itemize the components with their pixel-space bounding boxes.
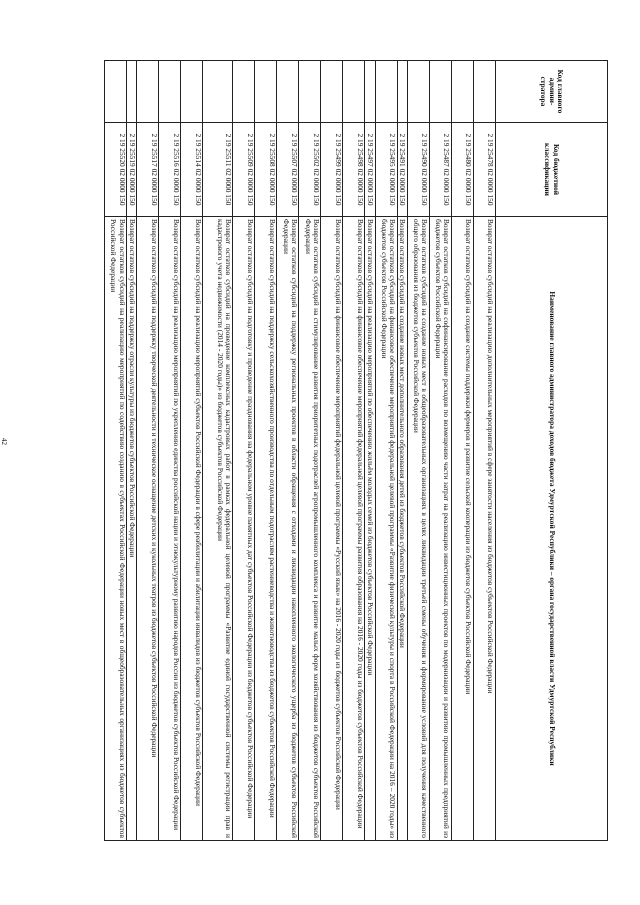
revenue-name-cell: Возврат остатков субсидий на поддержку отрасли культуры из бюджетов субъектов Российской Федерации bbox=[127, 217, 137, 841]
revenue-name-cell: Возврат остатков субсидий на софинансирование расходов по возмещению части затрат на реализацию инвестиционных проектов по модернизации и развитию промышленных предприятий из бюджетов субъектов Российской Федерации bbox=[430, 217, 452, 841]
table-row bbox=[159, 61, 181, 841]
budget-code-cell: 2 19 25508 02 0000 150 bbox=[255, 123, 277, 217]
budget-code-cell: 2 19 25502 02 0000 150 bbox=[299, 123, 321, 217]
budget-code-cell: 2 19 25514 02 0000 150 bbox=[181, 123, 203, 217]
revenue-name-cell: Возврат остатков субсидий на стимулирование развития приоритетных подотраслей агропромышленного комплекса и развитие малых форм хозяйствования из бюджетов субъектов Российской Федерации bbox=[299, 217, 321, 841]
table-row bbox=[321, 61, 343, 841]
table-row bbox=[474, 61, 496, 841]
admin-code-cell bbox=[181, 61, 203, 123]
revenue-name-cell: Возврат остатков субсидий на финансовое обеспечение мероприятий федеральной целевой программы развития образования на 2016 - 2020 годы из бюджетов субъектов Российской Федерации bbox=[343, 217, 365, 841]
admin-code-cell bbox=[474, 61, 496, 123]
revenue-name-cell: Возврат остатков субсидий на создание новых мест в общеобразовательных организациях в целях ликвидации третьей смены обучения и формирование условий для получения качественного общего образования из бюджетов субъектов Российской Федерации bbox=[408, 217, 430, 841]
admin-code-cell bbox=[127, 61, 137, 123]
admin-code-cell bbox=[233, 61, 255, 123]
revenue-name-cell: Возврат остатков субсидий на создание системы поддержки фермеров и развитие сельской кооперации из бюджетов субъектов Российской Федерации bbox=[452, 217, 474, 841]
admin-code-cell bbox=[277, 61, 299, 123]
table-row bbox=[299, 61, 321, 841]
rotated-page bbox=[58, 60, 608, 840]
admin-code-cell bbox=[203, 61, 233, 123]
budget-code-cell: 2 19 25495 02 0000 150 bbox=[375, 123, 397, 217]
admin-code-cell bbox=[397, 61, 407, 123]
budget-code-cell: 2 19 25497 02 0000 150 bbox=[365, 123, 375, 217]
admin-code-cell bbox=[255, 61, 277, 123]
revenue-name-cell: Возврат остатков субсидий на реализацию дополнительных мероприятий в сфере занятости населения из бюджетов субъектов Российской Федерации bbox=[474, 217, 496, 841]
revenue-name-cell: Возврат остатков субсидий на поддержку региональных проектов в области обращения с отходами и ликвидации накопленного экологического ущерба из бюджетов субъектов Российской Федерации bbox=[277, 217, 299, 841]
budget-classification-table bbox=[104, 60, 608, 841]
admin-code-cell bbox=[430, 61, 452, 123]
budget-code-cell: 2 19 25516 02 0000 150 bbox=[159, 123, 181, 217]
header-admin-code: Код главного админи-стратора bbox=[496, 61, 608, 123]
admin-code-cell bbox=[137, 61, 159, 123]
table-row bbox=[365, 61, 375, 841]
table-row bbox=[255, 61, 277, 841]
table-row bbox=[137, 61, 159, 841]
budget-code-cell: 2 19 25499 02 0000 150 bbox=[321, 123, 343, 217]
table-body bbox=[105, 61, 496, 841]
admin-code-cell bbox=[105, 61, 127, 123]
table-row bbox=[181, 61, 203, 841]
revenue-name-cell: Возврат остатков субсидий на поддержку творческой деятельности и техническое оснащение детских и кукольных театров из бюджетов субъектов Российской Федерации bbox=[137, 217, 159, 841]
revenue-name-cell: Возврат остатков субсидий на финансовое обеспечение мероприятий федеральной целевой программы «Развитие физической культуры и спорта в Российской Федерации на 2016 – 2020 годы» из бюджетов субъектов Российской Федерации bbox=[375, 217, 397, 841]
revenue-name-cell: Возврат остатков субсидий на подготовку и проведение празднования на федеральном уровне памятных дат субъектов Российской Федерации из бюджетов субъектов Российской Федерации bbox=[233, 217, 255, 841]
budget-code-cell: 2 19 25511 02 0000 150 bbox=[203, 123, 233, 217]
budget-code-cell: 2 19 25480 02 0000 150 bbox=[452, 123, 474, 217]
table-row bbox=[452, 61, 474, 841]
table-row bbox=[105, 61, 127, 841]
budget-code-cell: 2 19 25498 02 0000 150 bbox=[343, 123, 365, 217]
revenue-name-cell: Возврат остатков субсидий на реализацию мероприятий по укреплению единства российской нации и этнокультурному развитию народов России из бюджетов субъектов Российской Федерации bbox=[159, 217, 181, 841]
table-row bbox=[203, 61, 233, 841]
admin-code-cell bbox=[343, 61, 365, 123]
table-row bbox=[277, 61, 299, 841]
table-row bbox=[430, 61, 452, 841]
budget-code-cell: 2 19 25507 02 0000 150 bbox=[277, 123, 299, 217]
budget-code-cell: 2 19 25490 02 0000 150 bbox=[408, 123, 430, 217]
page-number: 42 bbox=[0, 438, 8, 445]
budget-code-cell: 2 19 25491 02 0000 150 bbox=[397, 123, 407, 217]
admin-code-cell bbox=[299, 61, 321, 123]
revenue-name-cell: Возврат остатков субсидий на поддержку сельскохозяйственного производства по отдельным подотраслям растениеводства и животноводства из бюджетов субъектов Российской Федерации bbox=[255, 217, 277, 841]
table-row bbox=[408, 61, 430, 841]
table-row bbox=[233, 61, 255, 841]
admin-code-cell bbox=[159, 61, 181, 123]
admin-code-cell bbox=[408, 61, 430, 123]
table-row bbox=[343, 61, 365, 841]
revenue-name-cell: Возврат остатков субсидий на реализацию мероприятий по обеспечению жильём молодых семей из бюджетов субъектов Российской Федерации bbox=[365, 217, 375, 841]
table-row bbox=[375, 61, 397, 841]
budget-code-cell: 2 19 25517 02 0000 150 bbox=[137, 123, 159, 217]
admin-code-cell bbox=[321, 61, 343, 123]
table-row bbox=[127, 61, 137, 841]
budget-code-cell: 2 19 25520 02 0000 150 bbox=[105, 123, 127, 217]
revenue-name-cell: Возврат остатков субсидий на реализацию мероприятий субъектов Российской Федерации в сфере реабилитации и абилитации инвалидов из бюджетов субъектов Российской Федерации bbox=[181, 217, 203, 841]
budget-code-cell: 2 19 25519 02 0000 150 bbox=[127, 123, 137, 217]
header-admin-name: Наименование главного администратора доходов бюджета Удмуртской Республики – органа государственной власти Удмуртской Республики bbox=[496, 217, 608, 841]
header-budget-code: Код бюджетной классификации bbox=[496, 123, 608, 217]
revenue-name-cell: Возврат остатков субсидий на финансовое обеспечение мероприятий федеральной целевой программы «Русский язык» на 2016 - 2020 годы из бюджетов субъектов Российской Федерации bbox=[321, 217, 343, 841]
revenue-name-cell: Возврат остатков субсидий на проведение комплексных кадастровых работ в рамках федеральной целевой программы «Развитие единой государственной системы регистрации прав и кадастрового учета недвижимости (2014 - 2020 годы)» из бюджетов субъектов Российской Федерации bbox=[203, 217, 233, 841]
budget-code-cell: 2 19 25509 02 0000 150 bbox=[233, 123, 255, 217]
table-header-row bbox=[496, 61, 608, 841]
table-row bbox=[397, 61, 407, 841]
budget-code-cell: 2 19 25478 02 0000 150 bbox=[474, 123, 496, 217]
revenue-name-cell: Возврат остатков субсидий на реализацию мероприятий по содействию созданию в субъектах Российской Федерации новых мест в общеобразовательных организациях из бюджетов субъектов Российской Федерации bbox=[105, 217, 127, 841]
admin-code-cell bbox=[375, 61, 397, 123]
budget-code-cell: 2 19 25487 02 0000 150 bbox=[430, 123, 452, 217]
revenue-name-cell: Возврат остатков субсидий на создание новых мест дополнительного образования детей из бюджетов субъектов Российской Федерации bbox=[397, 217, 407, 841]
admin-code-cell bbox=[452, 61, 474, 123]
admin-code-cell bbox=[365, 61, 375, 123]
